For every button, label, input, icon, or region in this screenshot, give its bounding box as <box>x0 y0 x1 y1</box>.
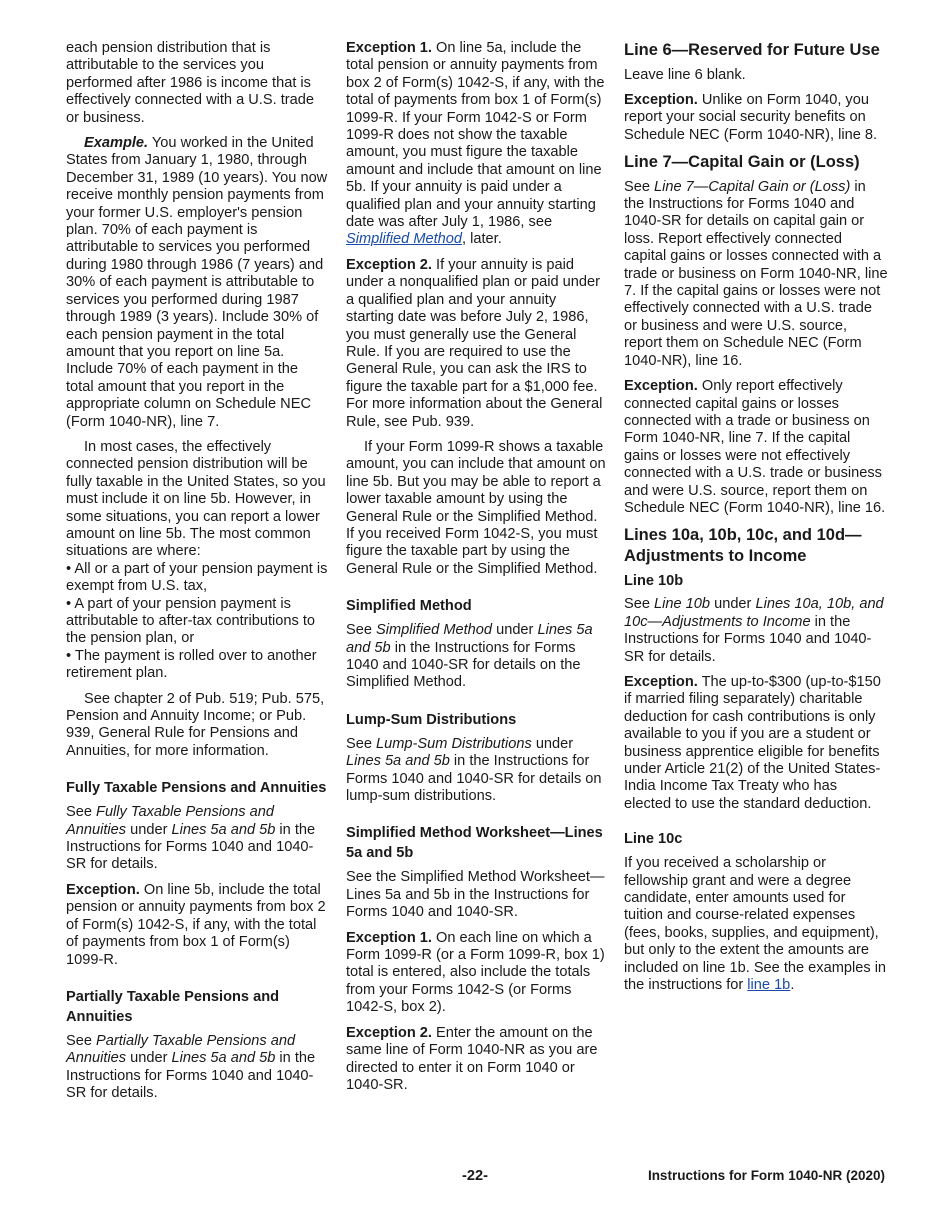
heading-lump-sum: Lump-Sum Distributions <box>346 711 517 728</box>
heading-worksheet: Simplified Method Worksheet—Lines 5a and 5b <box>346 825 603 862</box>
worksheet-text: See the Simplified Method Worksheet—Lines 5a and 5b in the Instructions for Forms 1040 and 1040-SR. <box>346 869 605 921</box>
column-1 <box>66 40 328 1111</box>
fully-taxable-text: See Fully Taxable Pensions and Annuities under Lines 5a and 5b in the Instructions for Forms 1040 and 1040-SR for details. <box>66 804 316 873</box>
document-title: Instructions for Form 1040-NR (2020) <box>647 1168 885 1183</box>
heading-lines-10: Lines 10a, 10b, 10c, and 10d—Adjustments to Income <box>624 526 862 565</box>
heading-simplified-method: Simplified Method <box>346 598 472 615</box>
line-10c-text: If you received a scholarship or fellowship grant and were a degree candidate, enter amounts used for tuition and course-related expenses (fees, books, supplies, and equipment), but only to the extent the amounts are included on line 1b. See the examples in the instructions for line 1b. <box>624 855 887 994</box>
see-chapter-paragraph: See chapter 2 of Pub. 519; Pub. 575, Pension and Annuity Income; or Pub. 939, General Rule for Pensions and Annuities, for more information. <box>66 690 325 759</box>
page-number: -22- <box>462 1168 488 1184</box>
line-1b-link[interactable]: line 1b <box>747 977 791 994</box>
heading-fully-taxable: Fully Taxable Pensions and Annuities <box>66 780 327 797</box>
line-7-exception: Exception. Only report effectively connected capital gains or losses connected with a trade or business on Form 1040-NR, line 7. If the capital gains or losses were not effectively connected with a U.S. trade or business and were U.S. source, report them on Schedule NEC (Form 1040-NR), line 16. <box>624 378 886 516</box>
form-1099r-paragraph: If your Form 1099-R shows a taxable amount, you can include that amount on line 5b. But you may be able to report a lower taxable amount by using the General Rule or the Simplified Method. If you received Form 1042-S, you must figure the taxable part by using the General Rule or the Simplified Method. <box>346 438 606 577</box>
heading-line-10c: Line 10c <box>624 831 683 848</box>
heading-line-10b: Line 10b <box>624 573 684 590</box>
column-3 <box>624 40 888 1002</box>
bullet-item: • The payment is rolled over to another retirement plan. <box>66 647 317 682</box>
line-7-text: See Line 7—Capital Gain or (Loss) in the Instructions for Forms 1040 and 1040-SR for details on capital gain or loss. Report effectively connected capital gains or losses connected with a trade or business on Form 1040-NR, line 7. If the capital gains or losses were not effectively connected with a U.S. trade or business and were U.S. source, report them on Schedule NEC (Form 1040-NR), line 16. <box>624 178 888 369</box>
heading-line-7: Line 7—Capital Gain or (Loss) <box>624 153 860 172</box>
fully-taxable-exception: Exception. On line 5b, include the total pension or annuity payments from box 2 of Form(s) 1042-S, if any, with the total of payments from box 1 of Form(s) 1099-R. <box>66 881 326 968</box>
worksheet-exception-2: Exception 2. Enter the amount on the same line of Form 1040-NR as you are directed to enter it on Form 1040 or 1040-SR. <box>346 1024 598 1093</box>
simplified-method-link[interactable]: Simplified Method <box>346 231 462 248</box>
most-cases-paragraph: In most cases, the effectively connected pension distribution will be fully taxable in the United States, so you must include it on line 5b. However, in some situations, you can report a lower amount on line 5b. The most common situations are where: <box>66 438 326 560</box>
heading-partially-taxable: Partially Taxable Pensions and Annuities <box>66 988 280 1025</box>
heading-line-6: Line 6—Reserved for Future Use <box>624 41 880 59</box>
line-10b-text: See Line 10b under Lines 10a, 10b, and 10c—Adjustments to Income in the Instructions for Forms 1040 and 1040-SR for details. <box>624 596 884 665</box>
line-6-exception: Exception. Unlike on Form 1040, you report your social security benefits on Schedule NEC (Form 1040-NR), line 8. <box>624 91 878 143</box>
example-lead: Example. <box>84 135 149 152</box>
line-6-text: Leave line 6 blank. <box>624 66 746 83</box>
partially-taxable-text: See Partially Taxable Pensions and Annuities under Lines 5a and 5b in the Instructions for Forms 1040 and 1040-SR for details. <box>66 1032 316 1102</box>
pension-intro-text: each pension distribution that is attributable to the services you performed after 1986 is income that is effectively connected with a U.S. trade or business. <box>66 40 314 126</box>
exception-2-paragraph: Exception 2. If your annuity is paid under a nonqualified plan or paid under a qualified plan and your annuity starting date was before July 2, 1986, you must generally use the General Rule. If you are required to use the General Rule, you can ask the IRS to figure the taxable part for a $1,000 fee. For more information about the General Rule, see Pub. 939. <box>346 256 603 430</box>
example-paragraph: Example. You worked in the United States from January 1, 1980, through December 31, 1989 (10 years). You now receive monthly pension payments from your former U.S. employer's pension plan. 70% of each payment is attributable to services you performed during 1980 through 1986 (7 years) and 30% of each payment is attributable to services you performed during 1987 through 1989 (3 years). Include 30% of each pension payment in the total amount that you report on line 5a. Include 70% of each payment in the total amount that you report in the appropriate column on Schedule NEC (Form 1040-NR), line 7. <box>66 135 328 430</box>
line-10b-exception: Exception. The up-to-$300 (up-to-$150 if married filing separately) charitable deduction for cash contributions is only available to you if you are a student or business apprentice eligible for benefits under Article 21(2) of the United States-India Income Tax Treaty who has elected to use the standard deduction. <box>624 673 881 812</box>
bullet-item: • A part of your pension payment is attributable to after-tax contributions to the pension plan, or <box>66 595 316 647</box>
bullet-item: • All or a part of your pension payment is exempt from U.S. tax, <box>66 560 328 595</box>
column-2 <box>346 40 608 1102</box>
simplified-method-text: See Simplified Method under Lines 5a and 5b in the Instructions for Forms 1040 and 1040-SR for details on the Simplified Method. <box>346 622 593 691</box>
worksheet-exception-1: Exception 1. On each line on which a Form 1099-R (or a Form 1099-R, box 1) total is entered, also include the totals from your Forms 1042-S (or Forms 1042-S, box 2). <box>346 929 605 1016</box>
exception-1-paragraph: Exception 1. On line 5a, include the total pension or annuity payments from box 2 of Form(s) 1042-S, if any, with the total of payments from box 1 of Form(s) 1099-R. If your Form 1042-S or Form 1099-R does not show the taxable amount, you must figure the taxable amount and include that amount on line 5b. If your annuity is paid under a qualified plan and your annuity starting date was after July 1, 1986, see Simplified Method, later. <box>346 40 605 248</box>
lump-sum-text: See Lump-Sum Distributions under Lines 5a and 5b in the Instructions for Forms 1040 and 1040-SR for details on lump-sum distributions. <box>346 735 602 805</box>
